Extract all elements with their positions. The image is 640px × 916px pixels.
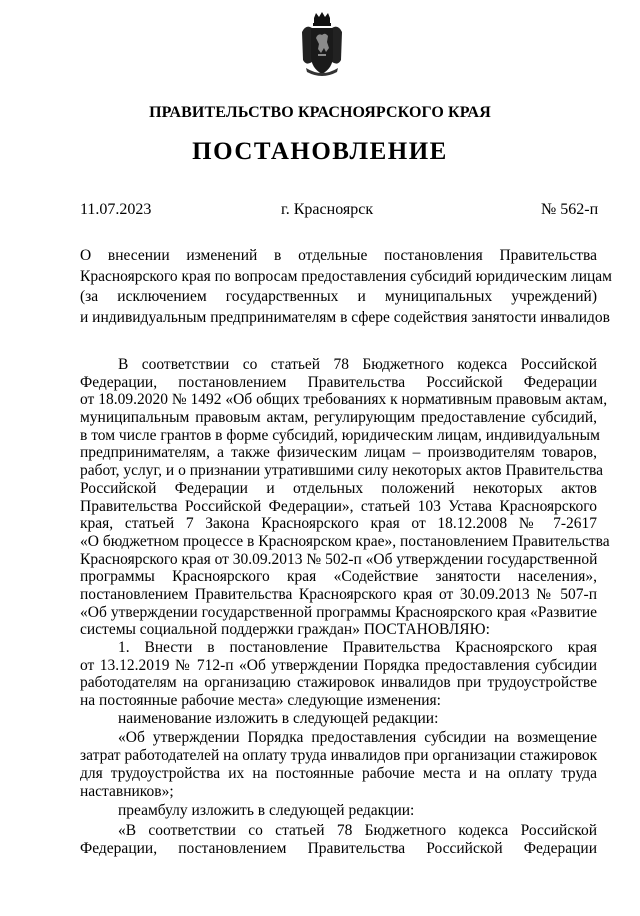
body-line: предпринимателям, а также физическим лицам – производителям товаров,: [80, 444, 597, 462]
body-line: края, статьей 7 Закона Красноярского края от 18.12.2008 № 7-2617: [80, 515, 597, 533]
body-line: преамбулу изложить в следующей редакции:: [118, 802, 415, 820]
subject-line: и индивидуальным предпринимателям в сфере содействия занятости инвалидов: [80, 308, 610, 326]
body-line: «Об утверждении государственной программы Красноярского края «Развитие: [80, 603, 597, 621]
body-line: «О бюджетном процессе в Красноярском крае», постановлением Правительства: [80, 532, 610, 550]
body-line: на постоянные рабочие места» следующие изменения:: [80, 692, 441, 710]
government-title: ПРАВИТЕЛЬСТВО КРАСНОЯРСКОГО КРАЯ: [149, 104, 491, 121]
body-line: В соответствии со статьей 78 Бюджетного кодекса Российской: [118, 356, 597, 373]
body-line: наставников»;: [80, 782, 174, 800]
body-line: программы Красноярского края «Содействие занятости населения»,: [80, 568, 597, 586]
body-line: Красноярского края от 30.09.2013 № 502-п «Об утверждении государственной: [80, 550, 598, 568]
body-line: от 13.12.2019 № 712-п «Об утверждении Порядка предоставления субсидии: [80, 656, 597, 674]
body-line: Российской Федерации и отдельных положений некоторых актов: [80, 479, 597, 497]
body-line: «Об утверждении Порядка предоставления субсидии на возмещение: [118, 729, 597, 747]
body-line: работ, услуг, и о признании утратившими силу некоторых актов Правительства: [80, 462, 603, 480]
document-subject: [80, 247, 612, 329]
subject-line: (за исключением государственных и муниципальных учреждений): [80, 288, 597, 305]
body-line: Федерации, постановлением Правительства Российской Федерации: [80, 373, 597, 391]
body-line: работодателям на организацию стажировок инвалидов при трудоустройстве: [80, 674, 597, 692]
body-line: от 18.09.2020 № 1492 «Об общих требованиях к нормативным правовым актам,: [80, 391, 608, 409]
body-line: муниципальным правовым актам, регулирующим предоставление субсидий,: [80, 409, 597, 427]
body-line: постановлением Правительства Красноярского края от 30.09.2013 № 507-п: [80, 585, 597, 603]
body-line: в том числе грантов в форме субсидий, юридическим лицам, индивидуальным: [80, 426, 600, 444]
body-line: системы социальной поддержки граждан» ПОСТАНОВЛЯЮ:: [80, 621, 490, 639]
document-type-heading: ПОСТАНОВЛЕНИЕ: [192, 138, 448, 165]
body-line: «В соответствии со статьей 78 Бюджетного кодекса Российской: [118, 821, 597, 839]
subject-line: О внесении изменений в отдельные постановления Правительства: [80, 247, 597, 264]
body-line: Правительства Российской Федерации», статьей 103 Устава Красноярского: [80, 497, 597, 515]
document-body: [80, 356, 610, 857]
body-line: Федерации, постановлением Правительства Российской Федерации: [80, 839, 597, 857]
document-number: № 562-п: [541, 201, 599, 218]
document-date: 11.07.2023: [80, 201, 152, 218]
document-city: г. Красноярск: [281, 201, 374, 218]
body-line: для трудоустройства их на постоянные рабочие места и на оплату труда: [80, 764, 597, 782]
body-line: затрат работодателей на оплату труда инвалидов при организации стажировок: [80, 747, 598, 765]
subject-line: Красноярского края по вопросам предоставления субсидий юридическим лицам: [80, 267, 612, 285]
krasnoyarsk-coat-of-arms-icon: [300, 12, 344, 80]
body-line: наименование изложить в следующей редакции:: [118, 709, 439, 727]
body-line: 1. Внести в постановление Правительства Красноярского края: [118, 639, 597, 656]
